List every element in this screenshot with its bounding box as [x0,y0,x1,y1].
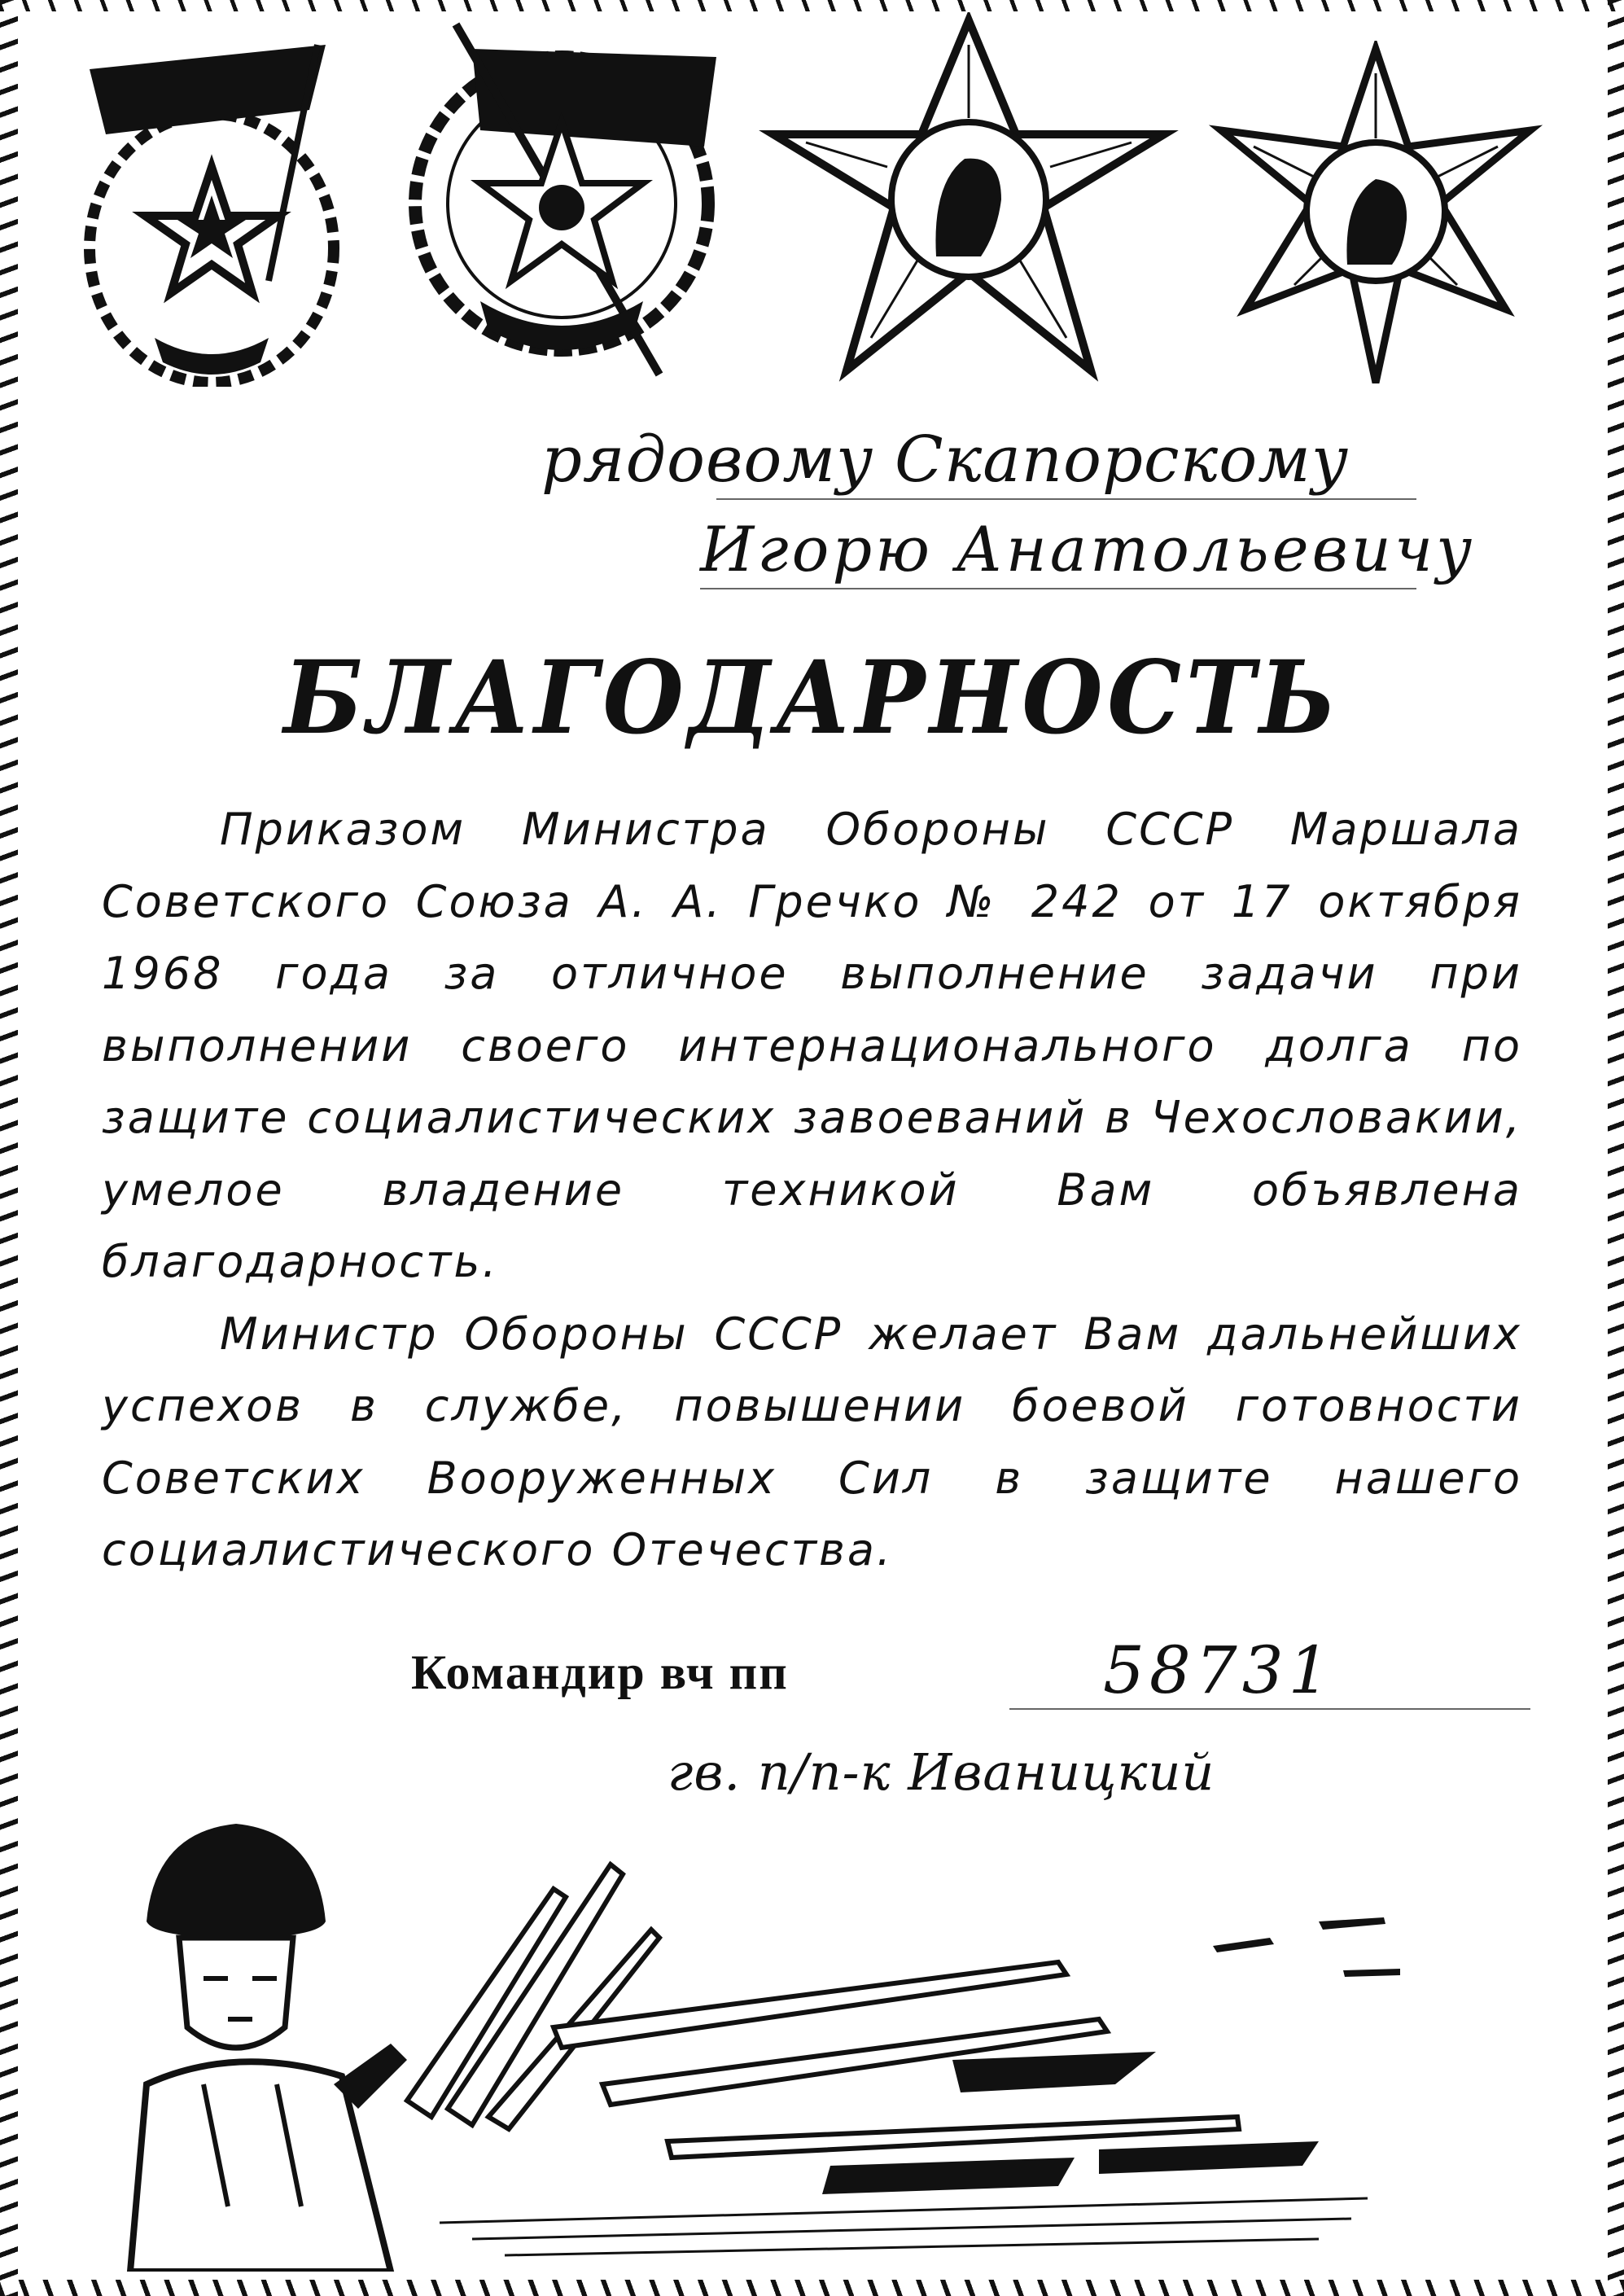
suvorov-order-icon [757,12,1180,387]
body-paragraph-1: Приказом Министра Обороны СССР Маршала Советского Союза А. А. Гречко № 242 от 17 октября 1968 года за отличное выполнение задачи при выполнении своего интернационального долга по защите социалистических завоеваний в Чехословакии, умелое владение техникой Вам объявлена благодарность. [102,804,1522,1287]
soldier-missile-illustration [98,1816,1530,2272]
addressee-rule-2 [700,588,1416,589]
guards-badge-icon [57,12,366,387]
body-paragraph-2: Министр Обороны СССР желает Вам дальнейших успехов в службе, повышении боевой готовности Советских Вооруженных Сил в защите нашего социалистического Отечества. [102,1308,1522,1575]
insignia-row [49,8,1579,391]
addressee-line-2: Игорю Анатольевичу [700,513,1476,585]
document-body [102,794,1522,1587]
unit-number: 58731 [1103,1632,1335,1708]
commander-label: Командир вч пп [411,1645,789,1699]
decorative-border-bottom [0,2280,1624,2296]
addressee-rule-1 [716,498,1416,500]
red-banner-order-icon [391,8,733,391]
unit-number-rule [1009,1708,1530,1710]
addressee-line-1: рядовому Скапорскому [541,423,1350,497]
decorative-border-right [1608,0,1624,2296]
kutuzov-order-icon [1205,41,1547,391]
document-title: БЛАГОДАРНОСТЬ [283,639,1341,757]
commander-signature: гв. п/п-к Иваницкий [668,1742,1215,1802]
decorative-border-left [0,0,18,2296]
